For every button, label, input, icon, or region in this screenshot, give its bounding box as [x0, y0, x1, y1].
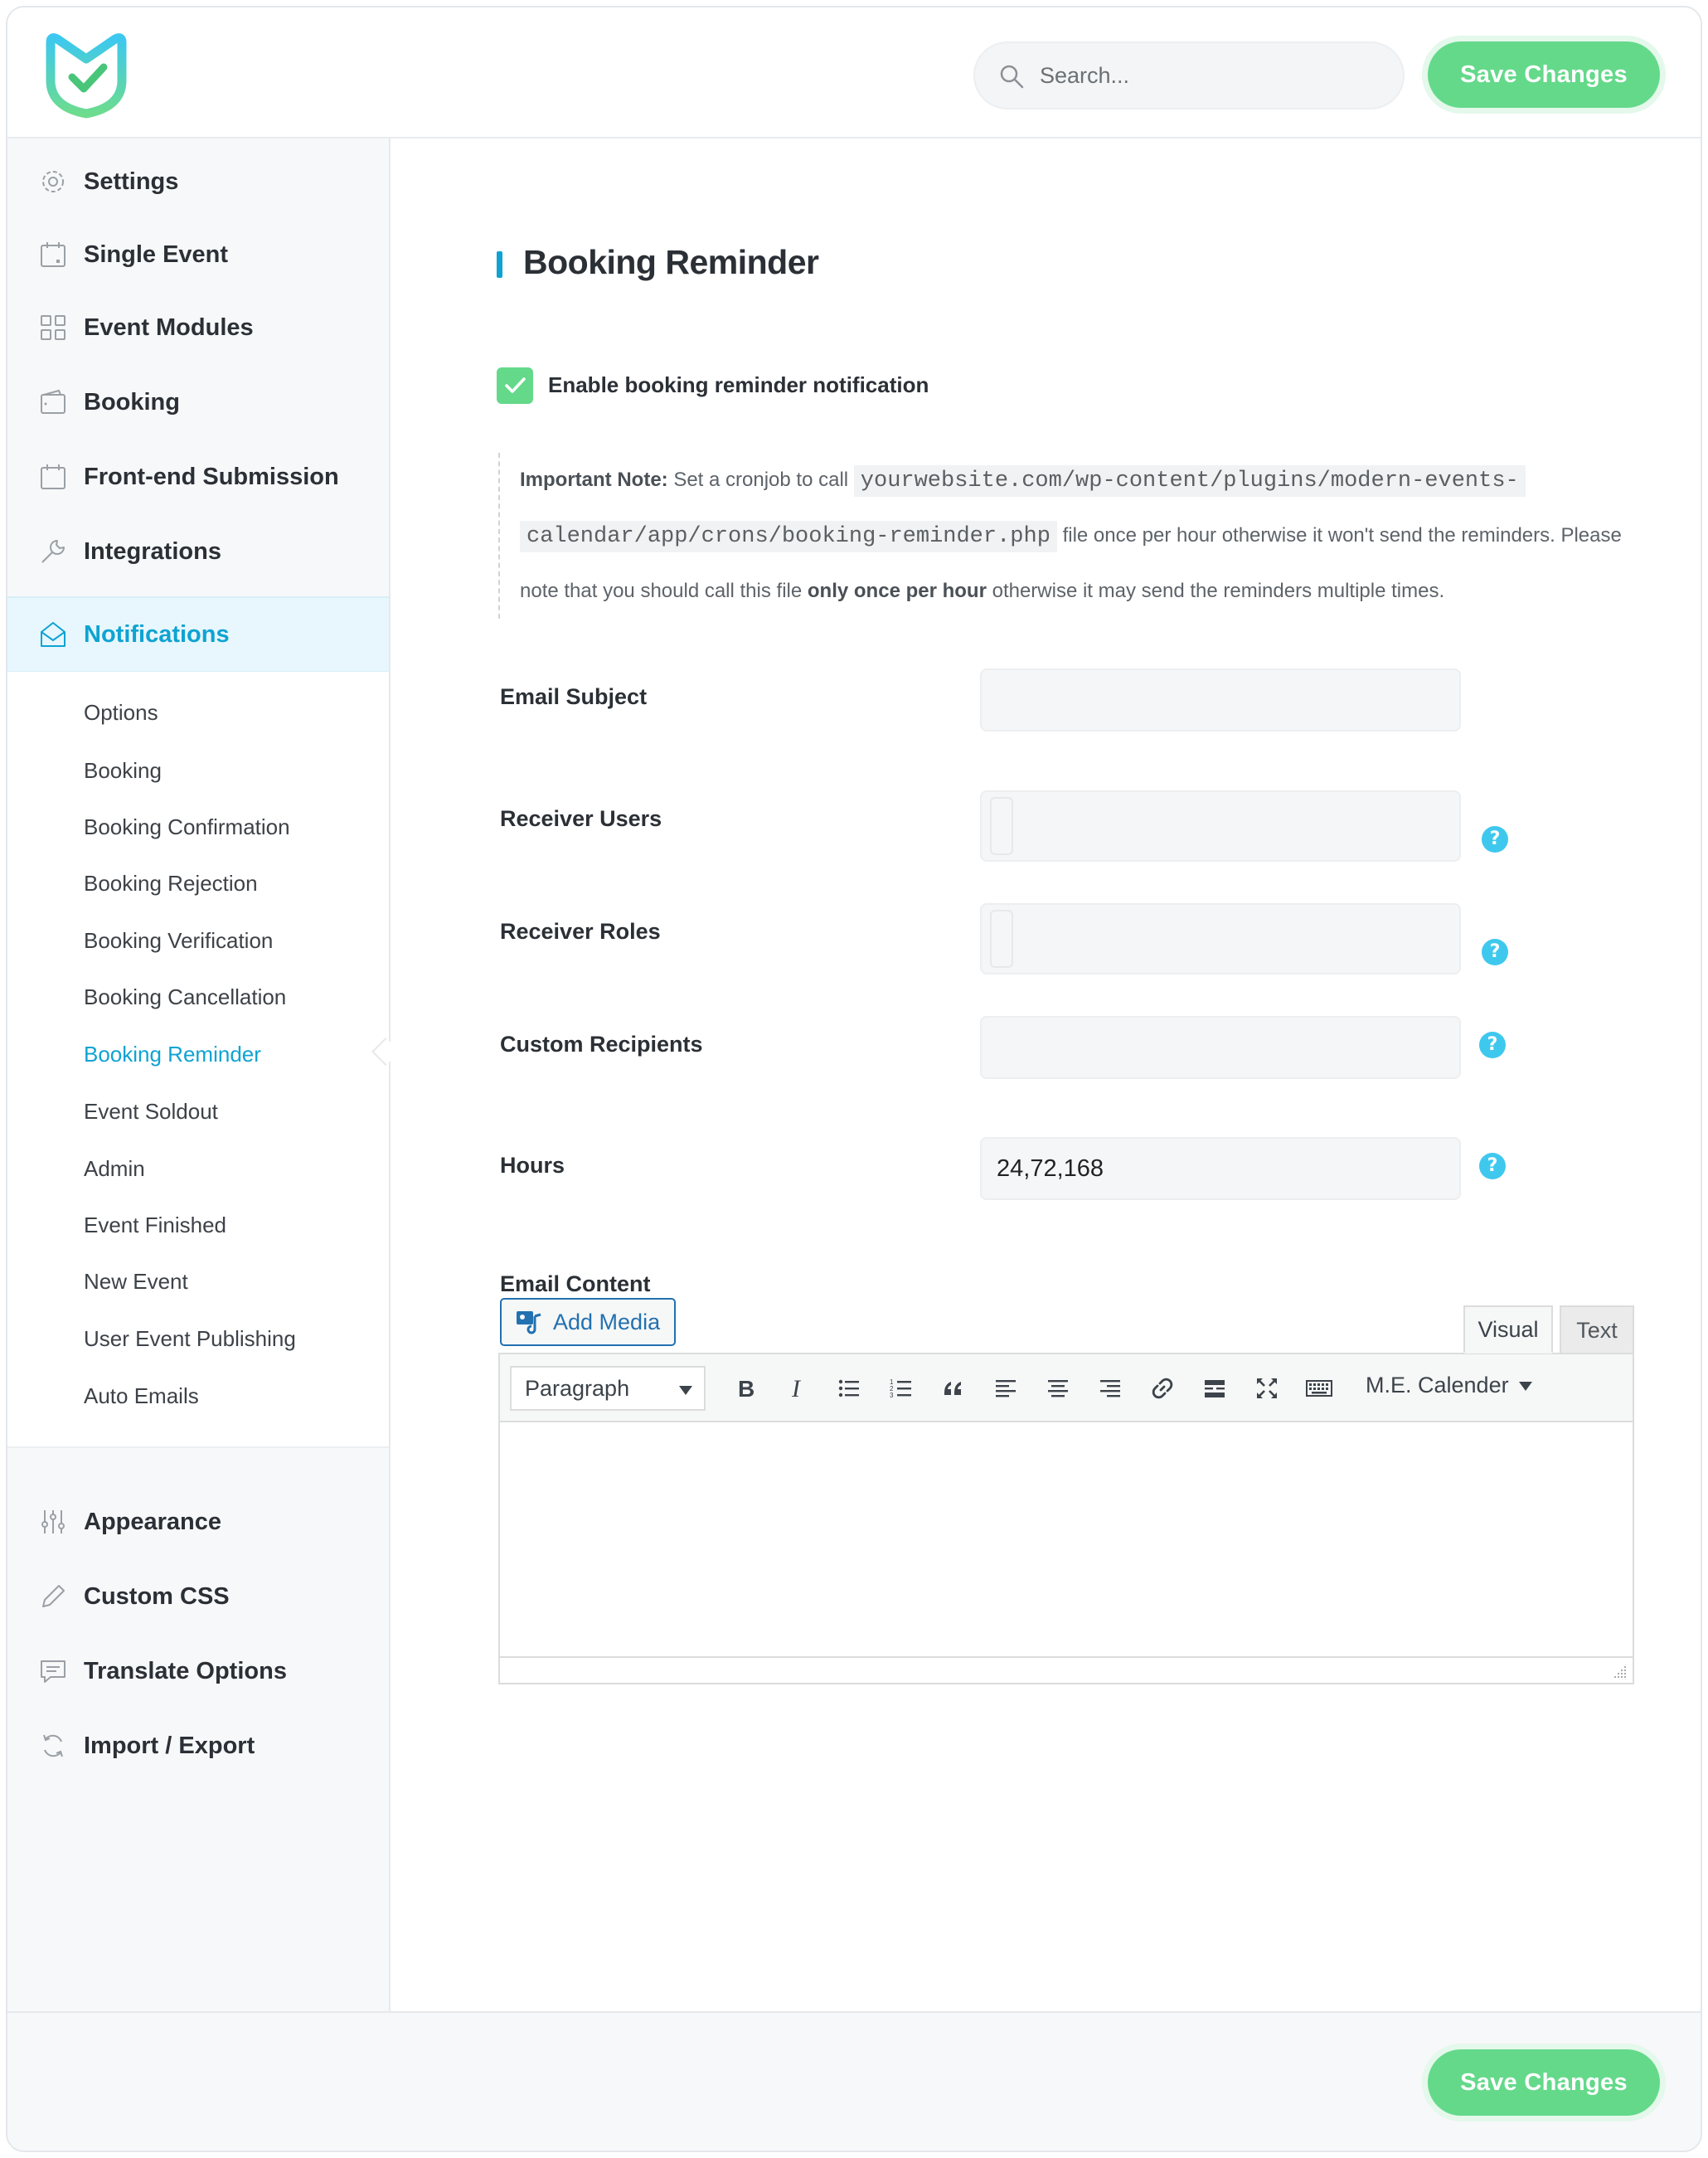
submenu-item-booking-rejection[interactable]: Booking Rejection	[84, 871, 258, 896]
sidebar-item-label: Appearance	[84, 1508, 222, 1535]
sidebar-item-label: Booking	[84, 388, 180, 416]
calendar-icon	[39, 463, 67, 491]
submenu-item-options[interactable]: Options	[84, 700, 158, 725]
notifications-submenu	[7, 672, 389, 1448]
email-content-label: Email Content	[500, 1271, 651, 1296]
note-text: otherwise it may send the reminders multiple times.	[992, 580, 1445, 602]
sidebar-item-label: Event Modules	[84, 313, 254, 341]
numbered-list-icon	[889, 1376, 914, 1401]
svg-text:I: I	[792, 1376, 800, 1401]
help-icon-custom-recipients[interactable]: ?	[1479, 1032, 1506, 1058]
sidebar-item-label: Import / Export	[84, 1732, 255, 1759]
submenu-item-auto-emails[interactable]: Auto Emails	[84, 1383, 199, 1408]
align-right-icon	[1098, 1376, 1123, 1401]
grid-icon	[39, 313, 67, 342]
custom-recipients-label: Custom Recipients	[500, 1032, 703, 1057]
search-box[interactable]	[973, 41, 1405, 109]
svg-text:B: B	[738, 1376, 755, 1401]
submenu-item-booking[interactable]: Booking	[84, 758, 162, 783]
sidebar-item-import-export[interactable]	[7, 1709, 389, 1782]
tab-visual[interactable]: Visual	[1463, 1305, 1553, 1354]
email-subject-input[interactable]	[980, 668, 1461, 731]
editor-statusbar	[500, 1656, 1633, 1683]
numbered-list-button[interactable]	[882, 1369, 920, 1407]
save-changes-button-bottom[interactable]: Save Changes	[1428, 2049, 1660, 2116]
email-content-body[interactable]	[500, 1424, 1633, 1656]
mec-logo-icon	[42, 31, 130, 119]
submenu-item-user-event-publishing[interactable]: User Event Publishing	[84, 1326, 296, 1351]
format-select-value: Paragraph	[525, 1376, 630, 1401]
insert-link-button[interactable]	[1143, 1369, 1182, 1407]
note-line-1	[520, 453, 1659, 508]
enable-reminder-checkbox[interactable]	[497, 367, 533, 404]
calendar-icon	[39, 241, 67, 269]
receiver-roles-label: Receiver Roles	[500, 919, 661, 944]
fullscreen-icon	[1254, 1376, 1279, 1401]
sidebar-item-label: Custom CSS	[84, 1582, 230, 1610]
sidebar-item-integrations[interactable]	[7, 515, 389, 588]
comment-icon	[39, 1657, 67, 1685]
blockquote-icon	[941, 1376, 966, 1401]
bullet-list-button[interactable]	[830, 1369, 868, 1407]
me-calendar-shortcode-menu[interactable]	[1366, 1373, 1532, 1398]
wallet-icon	[39, 388, 67, 416]
hours-label: Hours	[500, 1153, 565, 1178]
sidebar	[7, 139, 391, 2011]
toolbar-toggle-icon	[1305, 1376, 1333, 1401]
toolbar-toggle-button[interactable]	[1300, 1369, 1338, 1407]
sidebar-item-settings[interactable]	[7, 145, 389, 218]
svg-text:1: 1	[890, 1378, 894, 1386]
help-icon-hours[interactable]: ?	[1479, 1153, 1506, 1179]
receiver-users-label: Receiver Users	[500, 806, 662, 831]
sliders-icon	[39, 1508, 67, 1536]
submenu-item-booking-verification[interactable]: Booking Verification	[84, 928, 274, 953]
help-icon-receiver-roles[interactable]: ?	[1482, 939, 1508, 965]
italic-button[interactable]	[778, 1369, 816, 1407]
me-calendar-label: M.E. Calender	[1366, 1373, 1509, 1397]
submenu-item-new-event[interactable]: New Event	[84, 1269, 188, 1294]
search-icon	[998, 63, 1025, 90]
email-subject-label: Email Subject	[500, 684, 648, 709]
save-changes-button-top[interactable]: Save Changes	[1428, 41, 1660, 108]
title-accent-bar	[497, 251, 502, 278]
svg-text:2: 2	[890, 1385, 894, 1392]
resize-handle-icon[interactable]	[1613, 1665, 1628, 1679]
submenu-item-booking-reminder[interactable]: Booking Reminder	[84, 1042, 261, 1067]
enable-reminder-label[interactable]: Enable booking reminder notification	[548, 372, 929, 397]
add-media-button[interactable]	[500, 1298, 676, 1346]
note-text: note that you should call this file	[520, 580, 803, 602]
fullscreen-button[interactable]	[1248, 1369, 1286, 1407]
align-left-button[interactable]	[987, 1369, 1025, 1407]
sidebar-item-label: Translate Options	[84, 1657, 287, 1684]
gear-icon	[39, 168, 67, 196]
submenu-item-event-soldout[interactable]: Event Soldout	[84, 1099, 218, 1124]
receiver-roles-select[interactable]	[980, 903, 1461, 975]
bullet-list-icon	[837, 1376, 861, 1401]
blockquote-button[interactable]	[934, 1369, 973, 1407]
note-line-2	[520, 508, 1659, 564]
add-media-label: Add Media	[553, 1309, 661, 1334]
bold-button[interactable]	[725, 1369, 764, 1407]
sidebar-item-notifications[interactable]	[7, 596, 389, 673]
read-more-icon	[1202, 1376, 1227, 1401]
cron-path-part2: calendar/app/crons/booking-reminder.php	[520, 521, 1057, 552]
bold-icon	[732, 1376, 757, 1401]
align-left-icon	[993, 1376, 1018, 1401]
align-right-button[interactable]	[1091, 1369, 1129, 1407]
align-center-icon	[1046, 1376, 1070, 1401]
link-icon	[1150, 1376, 1175, 1401]
note-line-3	[520, 564, 1659, 618]
sidebar-item-label: Integrations	[84, 537, 221, 565]
wrench-icon	[39, 537, 67, 566]
submenu-item-admin[interactable]: Admin	[84, 1156, 145, 1181]
important-note	[498, 453, 1659, 619]
sidebar-item-label: Front-end Submission	[84, 463, 339, 490]
search-input[interactable]	[1038, 56, 1386, 95]
submenu-item-booking-confirmation[interactable]: Booking Confirmation	[84, 814, 290, 839]
sidebar-item-event-modules[interactable]	[7, 291, 389, 364]
italic-icon	[784, 1376, 809, 1401]
note-emphasis: only once per hour	[807, 580, 987, 602]
align-center-button[interactable]	[1039, 1369, 1077, 1407]
hours-input[interactable]	[980, 1137, 1461, 1200]
sidebar-item-label: Notifications	[84, 620, 230, 648]
sidebar-item-translate-options[interactable]	[7, 1635, 389, 1708]
sidebar-item-label: Settings	[84, 168, 179, 195]
receiver-users-select[interactable]	[980, 790, 1461, 862]
note-text: file once per hour otherwise it won't send the reminders. Please	[1062, 524, 1622, 547]
sidebar-item-custom-css[interactable]	[7, 1560, 389, 1633]
sidebar-item-booking[interactable]	[7, 366, 389, 439]
sidebar-item-appearance[interactable]	[7, 1485, 389, 1558]
note-text: Set a cronjob to call	[673, 469, 849, 491]
custom-recipients-input[interactable]	[980, 1016, 1461, 1079]
help-icon-receiver-users[interactable]: ?	[1482, 826, 1508, 853]
checkmark-icon	[502, 373, 527, 398]
settings-window	[6, 6, 1702, 2152]
editor-toolbar	[500, 1354, 1633, 1422]
sidebar-item-label: Single Event	[84, 241, 229, 268]
chevron-down-icon	[1519, 1382, 1532, 1391]
sidebar-item-single-event[interactable]	[7, 218, 389, 291]
page-title: Booking Reminder	[523, 243, 819, 281]
pencil-icon	[39, 1582, 67, 1611]
submenu-item-booking-cancellation[interactable]: Booking Cancellation	[84, 984, 287, 1009]
submenu-item-event-finished[interactable]: Event Finished	[84, 1213, 226, 1237]
svg-text:3: 3	[890, 1392, 894, 1399]
tab-text[interactable]: Text	[1560, 1305, 1634, 1354]
read-more-button[interactable]	[1196, 1369, 1234, 1407]
envelope-icon	[39, 620, 67, 649]
email-content-editor	[498, 1353, 1634, 1684]
header	[7, 7, 1701, 139]
chevron-down-icon	[679, 1386, 692, 1395]
cron-path-part1: yourwebsite.com/wp-content/plugins/modern-events-	[854, 465, 1526, 497]
sidebar-item-frontend-submission[interactable]	[7, 440, 389, 513]
paragraph-format-select[interactable]	[510, 1366, 706, 1411]
note-lead: Important Note:	[520, 469, 668, 491]
sync-icon	[39, 1732, 67, 1760]
media-icon	[515, 1308, 543, 1336]
